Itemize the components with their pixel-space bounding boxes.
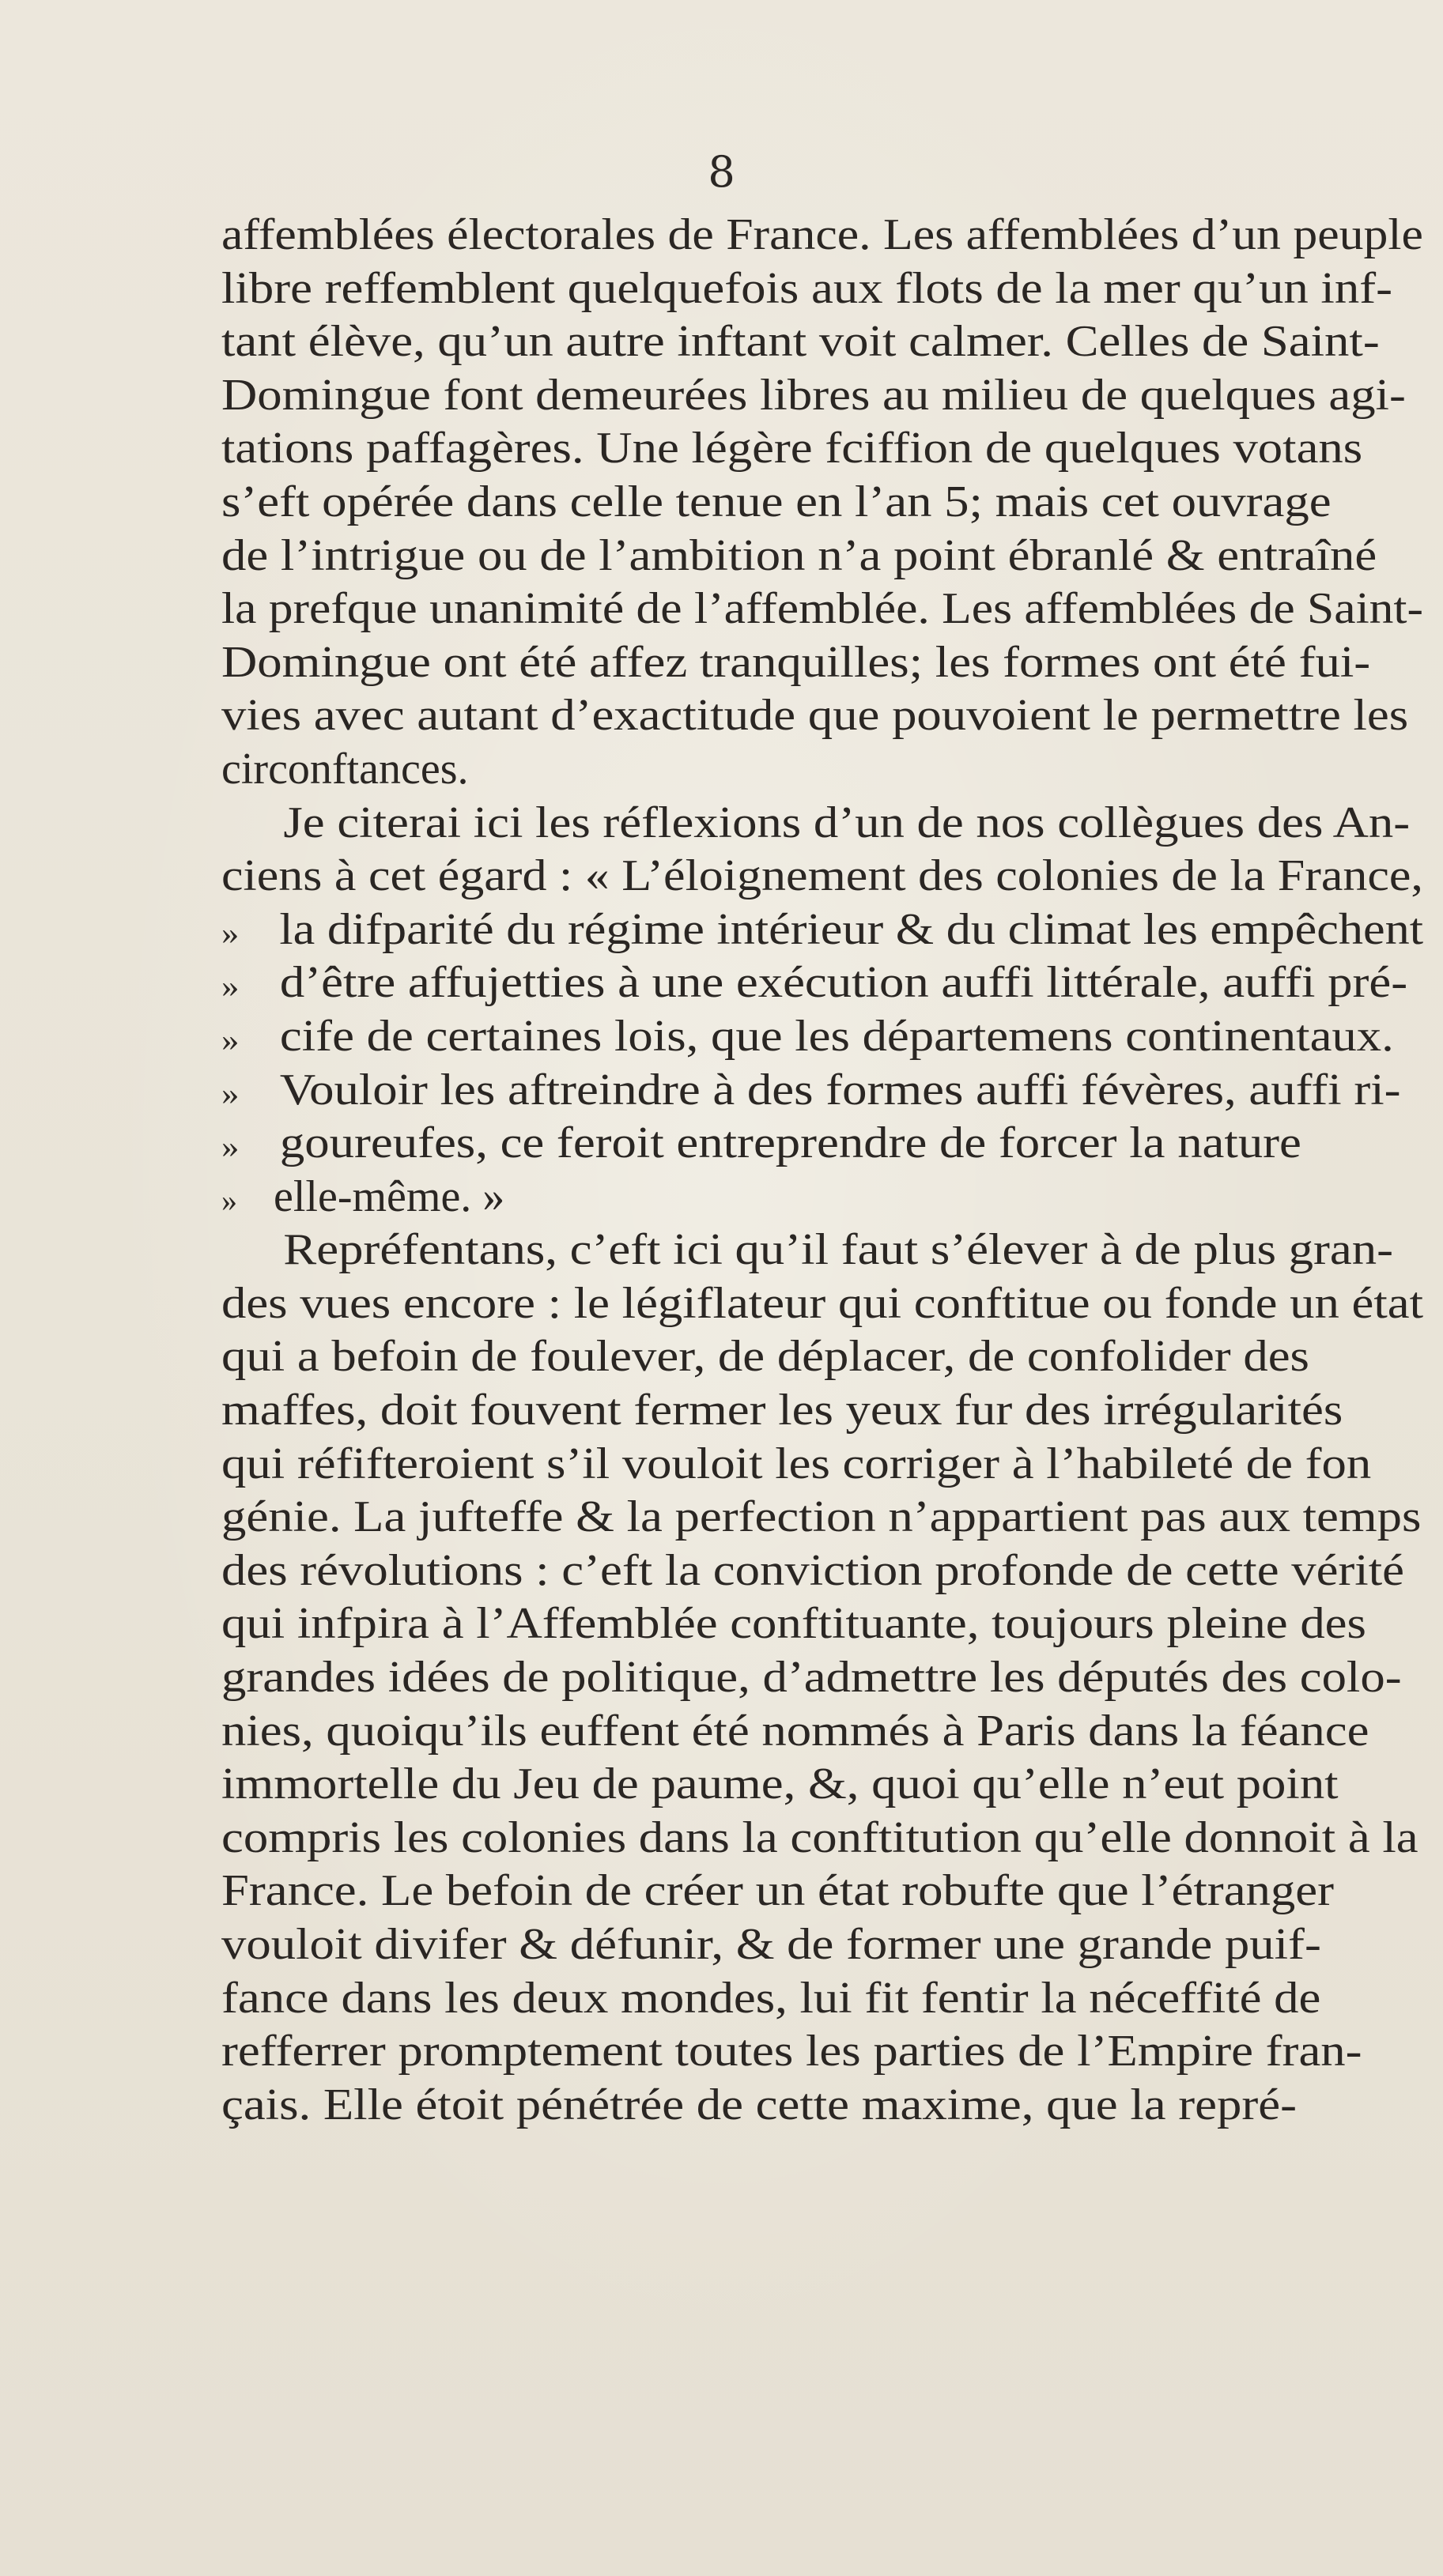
text-line: tant élève, qu’un autre inftant voit calmer. Celles de Saint- <box>221 317 1380 367</box>
text-line: Domingue ont été affez tranquilles; les formes ont été fui- <box>221 637 1371 687</box>
text-line: fance dans les deux mondes, lui fit fentir la néceffité de <box>221 1973 1321 2023</box>
quote-mark: » <box>221 915 240 951</box>
text-line: immortelle du Jeu de paume, &, quoi qu’elle n’eut point <box>221 1759 1339 1809</box>
text-line: grandes idées de politique, d’admettre les députés des colo- <box>221 1653 1402 1703</box>
text-line: refferrer promptement toutes les parties de l’Empire fran- <box>221 2027 1362 2076</box>
text-line: Domingue font demeurées libres au milieu de quelques agi- <box>221 370 1406 420</box>
text-line: vouloit divifer & défunir, & de former une grande puif- <box>221 1920 1321 1969</box>
paragraph-start-line: Repréfentans, c’eft ici qu’il faut s’élever à de plus gran- <box>283 1225 1394 1275</box>
text-line: des révolutions : c’eft la conviction profonde de cette vérité <box>221 1545 1405 1595</box>
quote-line <box>221 1010 1443 1064</box>
text-line: vies avec autant d’exactitude que pouvoient le permettre les <box>221 691 1409 741</box>
text-line: génie. La jufteffe & la perfection n’appartient pas aux temps <box>221 1492 1422 1542</box>
text-line: de l’intrigue ou de l’ambition n’a point ébranlé & entraîné <box>221 530 1377 580</box>
quote-text: d’être affujetties à une exécution auffi littérale, auffi pré- <box>279 958 1408 1008</box>
text-line: circonftances. <box>221 744 469 794</box>
text-line: s’eft opérée dans celle tenue en l’an 5; mais cet ouvrage <box>221 477 1332 526</box>
text-line: France. Le befoin de créer un état robufte que l’étranger <box>221 1866 1334 1916</box>
text-line: libre reffemblent quelquefois aux flots de la mer qu’un inf- <box>221 263 1393 313</box>
quote-text: elle-même. » <box>274 1171 505 1221</box>
quote-mark: » <box>221 1075 240 1111</box>
text-line: tations paffagères. Une légère fciffion de quelques votans <box>221 424 1363 473</box>
quote-line <box>221 956 1443 1010</box>
text-line: des vues encore : le légiflateur qui conftitue ou fonde un état <box>221 1278 1424 1328</box>
quote-text: goureufes, ce feroit entreprendre de forcer la nature <box>279 1118 1301 1168</box>
text-line: qui réfifteroient s’il vouloit les corriger à l’habileté de fon <box>221 1439 1372 1488</box>
text-line: la prefque unanimité de l’affemblée. Les affemblées de Saint- <box>221 584 1424 634</box>
text-line: qui a befoin de foulever, de déplacer, de confolider des <box>221 1332 1309 1382</box>
quote-text: la difparité du régime intérieur & du climat les empêchent <box>279 904 1423 954</box>
text-line: çais. Elle étoit pénétrée de cette maxime, que la repré- <box>221 2080 1297 2129</box>
text-line: ciens à cet égard : « L’éloignement des colonies de la France, <box>221 851 1423 901</box>
quote-line <box>221 1117 1443 1171</box>
quote-line <box>221 1064 1443 1118</box>
paragraph-start-line: Je citerai ici les réflexions d’un de nos collègues des An- <box>283 798 1411 847</box>
quote-mark: » <box>221 1182 237 1218</box>
quote-text: cife de certaines lois, que les départemens continentaux. <box>279 1011 1394 1061</box>
quote-mark: » <box>221 1021 240 1058</box>
quote-mark: » <box>221 968 240 1005</box>
page-number: 8 <box>708 147 735 197</box>
quote-text: Vouloir les aftreindre à des formes auffi févères, auffi ri- <box>279 1065 1401 1115</box>
text-line: compris les colonies dans la conftitution qu’elle donnoit à la <box>221 1812 1418 1862</box>
text-line: maffes, doit fouvent fermer les yeux fur des irrégularités <box>221 1386 1343 1435</box>
text-line: qui infpira à l’Affemblée conftituante, toujours pleine des <box>221 1599 1366 1649</box>
quote-line <box>221 903 1443 957</box>
text-line: nies, quoiqu’ils euffent été nommés à Paris dans la féance <box>221 1706 1369 1756</box>
quote-mark: » <box>221 1129 240 1165</box>
text-line: affemblées électorales de France. Les affemblées d’un peuple <box>221 210 1423 259</box>
body-text <box>221 209 1423 2132</box>
quote-line <box>221 1171 1423 1224</box>
